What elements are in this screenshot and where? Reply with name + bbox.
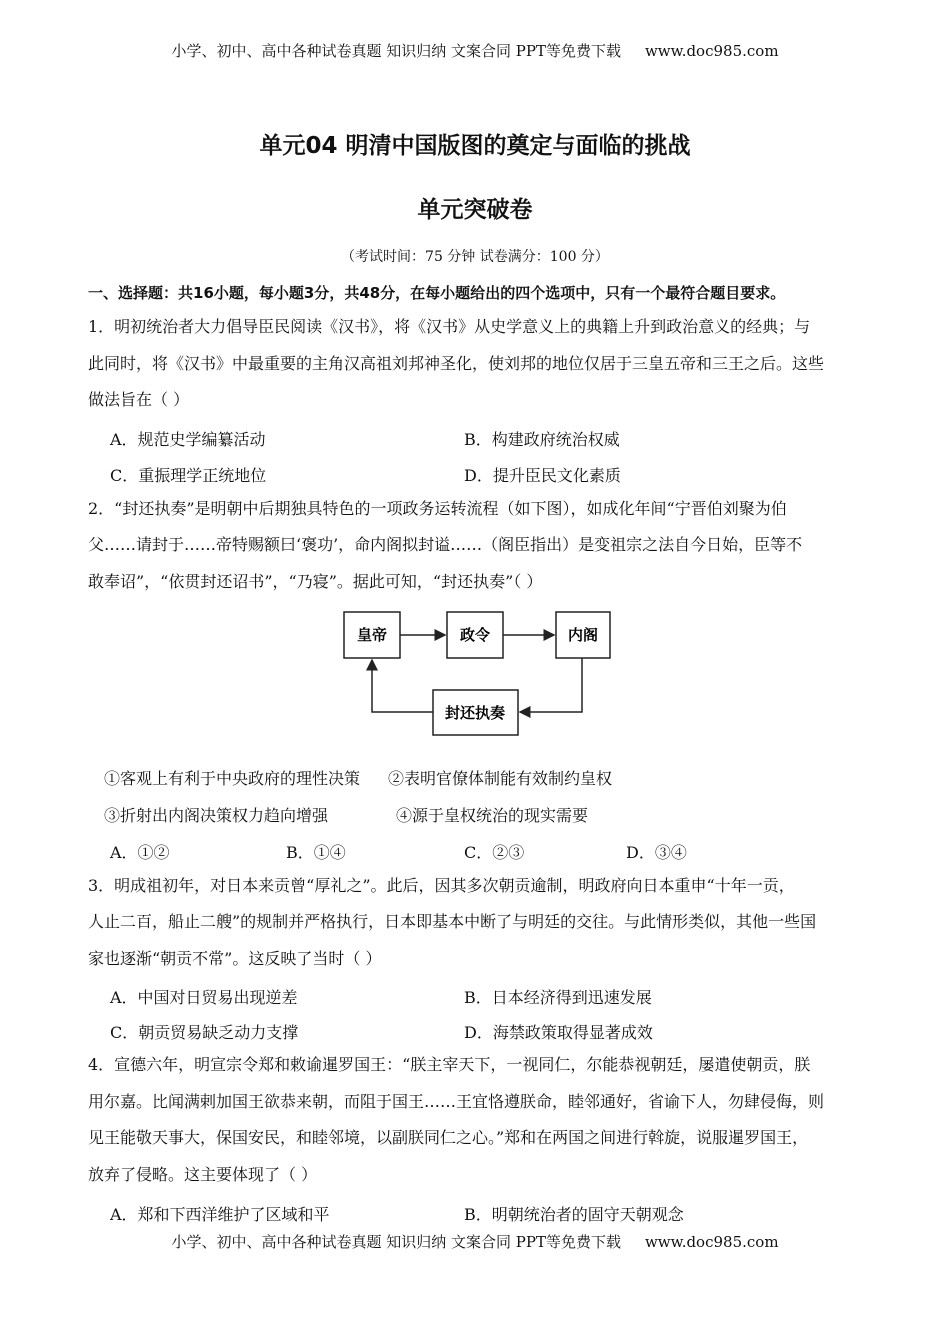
question-text: 3．明成祖初年，对日本来贡曾“厚礼之”。此后，因其多次朝贡逾制，明政府向日本重申“十年一贡， [88, 876, 795, 895]
question-text: 放弃了侵略。这主要体现了（ ） [88, 1165, 318, 1184]
footer-text: 小学、初中、高中各种试卷真题 知识归纳 文案合同 PPT等免费下载 [171, 1233, 621, 1251]
option-d: D．提升臣民文化素质 [464, 466, 621, 485]
question-text: 2．“封还执奏”是明朝中后期独具特色的一项政务运转流程（如下图），如成化年间“宁晋伯刘聚为伯 [88, 499, 787, 518]
question-text: 见王能敬天事大，保国安民，和睦邻境，以副朕同仁之心。”郑和在两国之间进行斡旋，说服暹罗国王， [88, 1128, 809, 1147]
header-url[interactable]: www.doc985.com [644, 42, 779, 60]
question-text: 做法旨在（ ） [88, 390, 190, 409]
arrow [372, 660, 433, 712]
diagram-label: 内阁 [567, 626, 599, 644]
option-c: C．朝贡贸易缺乏动力支撑 [110, 1023, 299, 1042]
option-b: B．明朝统治者的固守天朝观念 [464, 1205, 684, 1224]
question-text: 1．明初统治者大力倡导臣民阅读《汉书》，将《汉书》从史学意义上的典籍上升到政治意义的经典；与 [88, 317, 811, 336]
page-header [0, 40, 950, 61]
exam-info: （考试时间：75 分钟 试卷满分：100 分） [341, 249, 609, 265]
question-text: 用尔嘉。比闻满剌加国王欲恭来朝，而阻于国王……王宜恪遵朕命，睦邻通好，省谕下人，勿肆侵侮，则 [88, 1092, 825, 1111]
arrow [520, 658, 582, 712]
option-d: D．③④ [626, 843, 687, 862]
footer-url[interactable]: www.doc985.com [644, 1233, 779, 1251]
option-c: C．重振理学正统地位 [110, 466, 267, 485]
option-b: B．构建政府统治权威 [464, 430, 620, 449]
page-subtitle: 单元突破卷 [417, 197, 533, 223]
question-text: 人止二百，船止二艘”的规制并严格执行，日本即基本中断了与明廷的交往。与此情形类似，其他一些国 [88, 912, 817, 931]
page-footer [0, 1231, 950, 1252]
option-a: A．郑和下西洋维护了区域和平 [110, 1205, 330, 1224]
diagram-label: 封还执奏 [444, 704, 506, 722]
statement-1: ①客观上有利于中央政府的理性决策 [104, 769, 361, 788]
question-text: 父……请封于……帝特赐额曰‘褒功’，命内阁拟封谥……（阁臣指出）是变祖宗之法自今日始，臣等不 [88, 535, 803, 554]
header-text: 小学、初中、高中各种试卷真题 知识归纳 文案合同 PPT等免费下载 [171, 42, 621, 60]
statement-2: ②表明官僚体制能有效制约皇权 [388, 769, 613, 788]
option-a: A．中国对日贸易出现逆差 [110, 988, 298, 1007]
option-b: B．①④ [286, 843, 346, 862]
option-d: D．海禁政策取得显著成效 [464, 1023, 653, 1042]
option-a: A．规范史学编纂活动 [110, 430, 266, 449]
question-text: 敢奉诏”，“依贯封还诏书”，“乃寝”。据此可知，“封还执奏”（ ） [88, 572, 543, 591]
flow-diagram [330, 600, 630, 745]
statement-3: ③折射出内阁决策权力趋向增强 [104, 806, 329, 825]
diagram-label: 政令 [459, 626, 491, 644]
page-title: 单元04 明清中国版图的奠定与面临的挑战 [259, 133, 691, 159]
option-c: C．②③ [464, 843, 525, 862]
question-text: 家也逐渐“朝贡不常”。这反映了当时（ ） [88, 949, 382, 968]
section-heading: 一、选择题：共16小题，每小题3分，共48分，在每小题给出的四个选项中，只有一个最符合题目要求。 [88, 284, 786, 302]
statement-4: ④源于皇权统治的现实需要 [396, 806, 589, 825]
option-b: B．日本经济得到迅速发展 [464, 988, 652, 1007]
option-a: A．①② [110, 843, 170, 862]
question-text: 此同时，将《汉书》中最重要的主角汉高祖刘邦神圣化，使刘邦的地位仅居于三皇五帝和三王之后。这些 [88, 354, 825, 373]
question-text: 4．宣德六年，明宣宗令郑和敕谕暹罗国王：“朕主宰天下，一视同仁，尔能恭视朝廷，屡遣使朝贡，朕 [88, 1055, 811, 1074]
diagram-label: 皇帝 [356, 626, 388, 644]
